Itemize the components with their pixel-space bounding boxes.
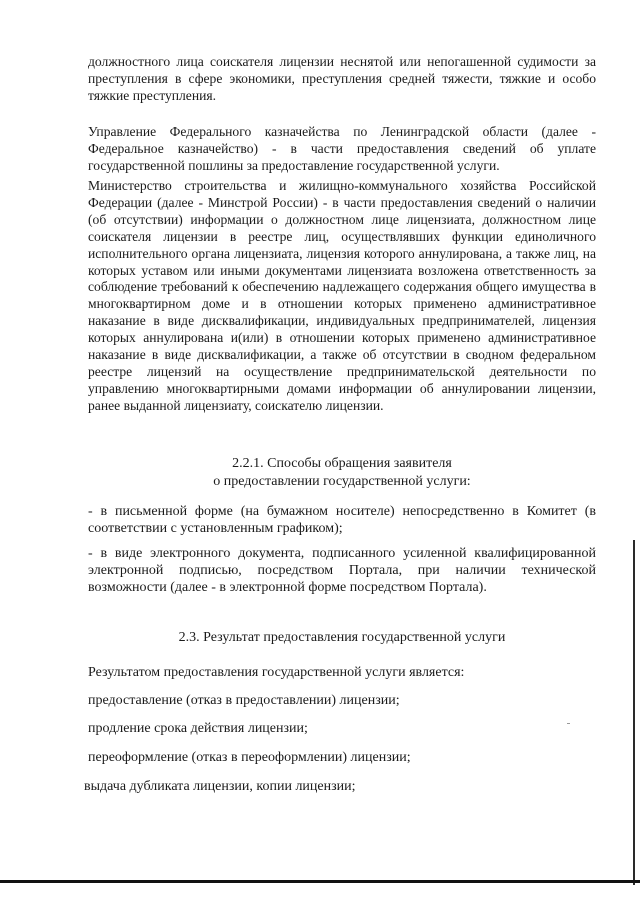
scan-right-edge — [633, 540, 635, 885]
scan-bottom-edge — [0, 880, 640, 883]
paragraph-conviction-continuation: должностного лица соискателя лицензии неснятой или непогашенной судимости за преступления в сфере экономики, преступления средней тяжести, тяжкие и особо тяжкие преступления. — [88, 54, 596, 103]
section-heading-2-3: 2.3. Результат предоставления государственной услуги — [178, 630, 506, 645]
scan-speck — [567, 723, 570, 724]
section-heading-2-2-1-line1: 2.2.1. Способы обращения заявителя — [232, 456, 452, 471]
list-item-electronic-form: - в виде электронного документа, подписанного усиленной квалифицированной электронной подписью, посредством Портала, при наличии технической возможности (далее - в электронной форме посредством Портала). — [88, 546, 596, 595]
result-item: предоставление (отказ в предоставлении) лицензии; — [88, 693, 400, 708]
paragraph-federal-treasury: Управление Федерального казначейства по Ленинградской области (далее - Федеральное казначейство) - в части предоставления сведений об уплате государственной пошлины за предоставление государственной услуги. — [88, 124, 596, 173]
paragraph-minstroy: Министерство строительства и жилищно-коммунального хозяйства Российской Федерации (далее - Минстрой России) - в части предоставления сведений о наличии (об отсутствии) информации о должностном лице лицензиата, должностном лице соискателя лицензии в реестре лиц, осуществлявших функции единоличного исполнительного органа лицензиата, лицензия которого аннулирована, а также лиц, на которых уставом или иными документами лицензиата возложена ответственность за соблюдение требований к обеспечению надлежащего содержания общего имущества в многоквартирном доме и в отношении которых применено административное наказание в виде дисквалификации, индивидуальных предпринимателей, лицензия которых аннулирована и(или) в отношении которых применено административное наказание в виде дисквалификации, а также об отсутствии в сводном федеральном реестре лицензий на осуществление предпринимательской деятельности по управлению многоквартирными домами информации об аннулировании лицензии, ранее выданной лицензиату, соискателю лицензии. — [88, 178, 596, 413]
result-intro: Результатом предоставления государственной услуги является: — [88, 665, 465, 680]
section-heading-2-2-1-line2: о предоставлении государственной услуги: — [213, 474, 471, 489]
list-item-written-form: - в письменной форме (на бумажном носителе) непосредственно в Комитет (в соответствии с установленным графиком); — [88, 504, 596, 536]
result-item: выдача дубликата лицензии, копии лицензии; — [84, 779, 356, 794]
result-item: продление срока действия лицензии; — [88, 721, 308, 736]
result-item: переоформление (отказ в переоформлении) лицензии; — [88, 750, 411, 765]
